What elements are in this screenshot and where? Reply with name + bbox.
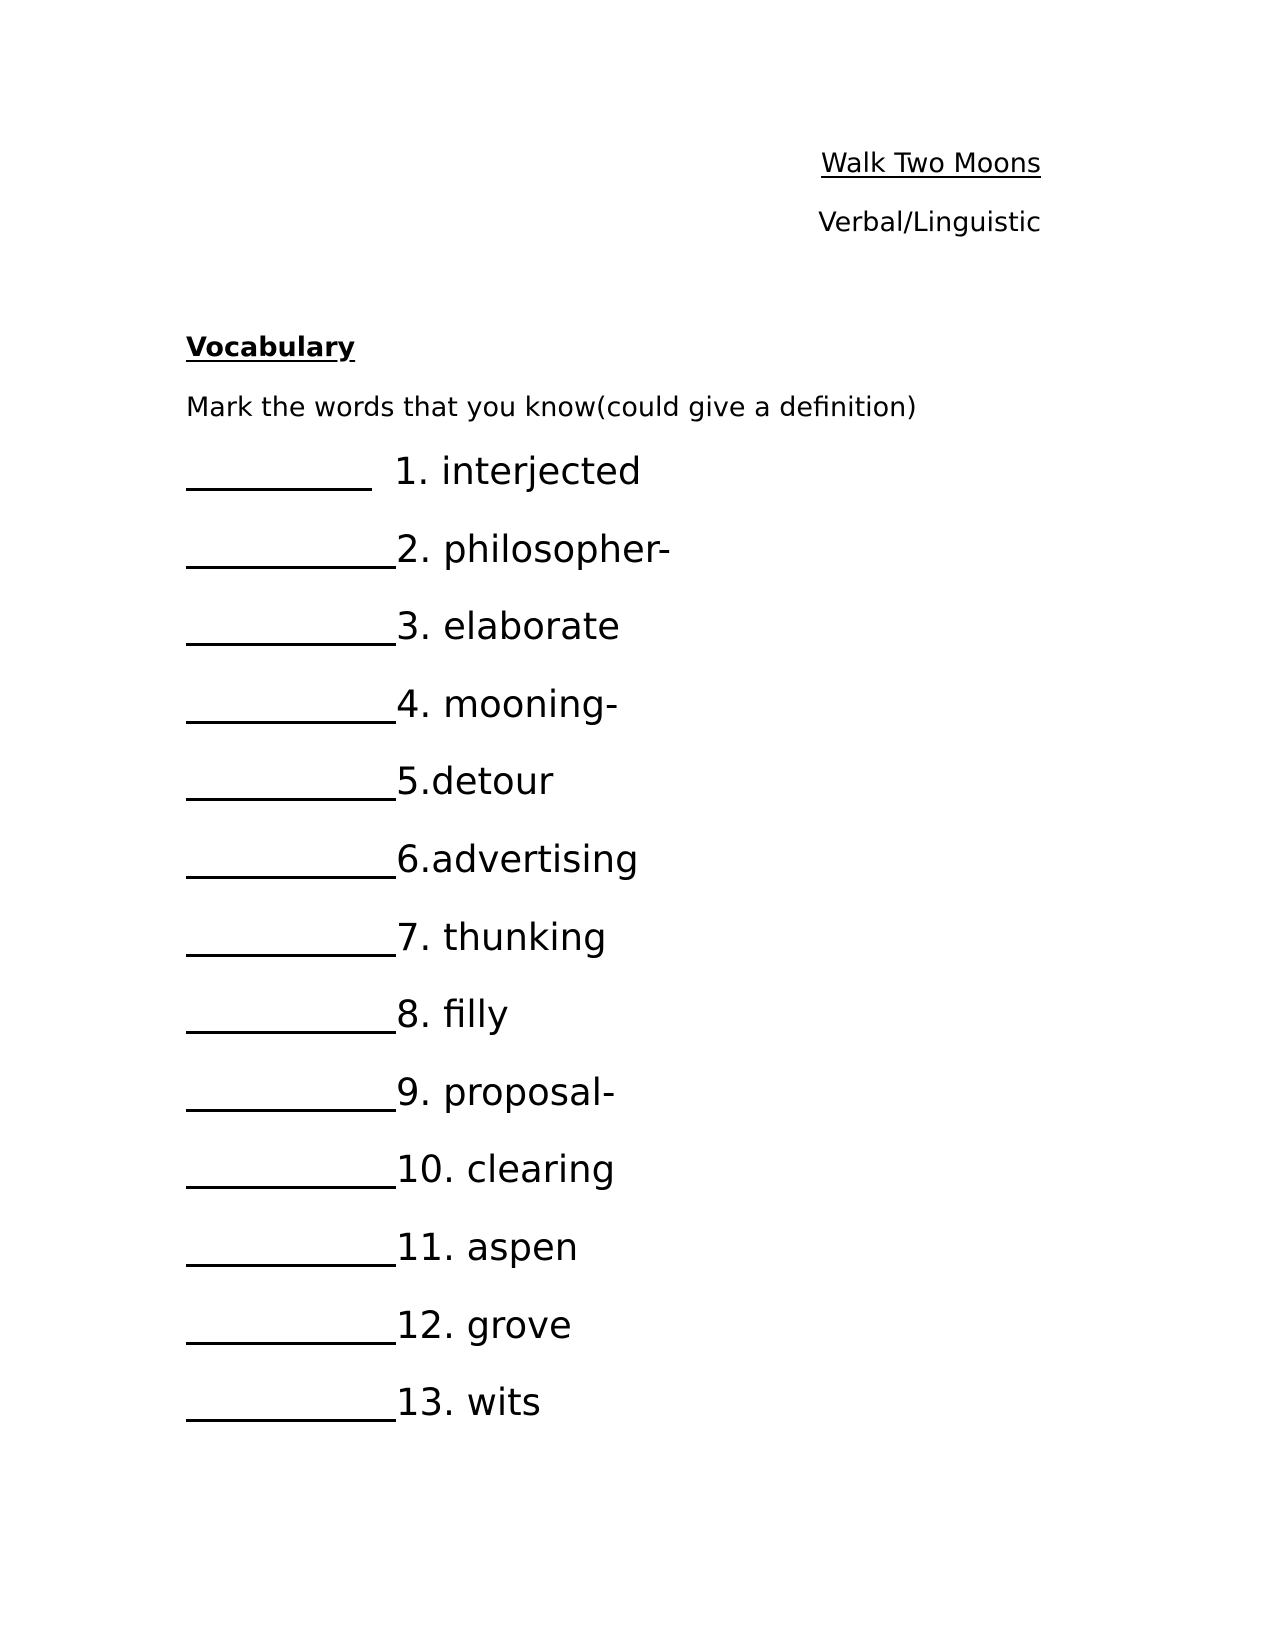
vocab-word: 12. grove: [396, 1303, 572, 1347]
vocab-item: [186, 452, 671, 530]
vocab-item: [186, 1070, 671, 1151]
vocab-item: [186, 1303, 671, 1384]
vocab-word: 3. elaborate: [396, 605, 621, 649]
instructions-text: Mark the words that you know(could give a definition): [186, 392, 917, 423]
vocab-word: 1. interjected: [394, 450, 642, 493]
vocab-word: 8. filly: [396, 993, 509, 1037]
document-subtitle: Verbal/Linguistic: [818, 207, 1041, 238]
document-title: Walk Two Moons: [821, 148, 1041, 179]
vocab-word: 13. wits: [396, 1381, 541, 1425]
vocab-word: 4. mooning-: [396, 682, 619, 726]
answer-blank[interactable]: [186, 1383, 396, 1422]
answer-blank[interactable]: [186, 1150, 396, 1189]
vocab-item: [186, 682, 671, 763]
section-heading: Vocabulary: [186, 332, 356, 363]
answer-blank[interactable]: [186, 1228, 396, 1267]
answer-blank[interactable]: [186, 995, 396, 1034]
answer-blank[interactable]: [186, 762, 396, 801]
vocab-word: 5.detour: [396, 760, 554, 804]
vocab-item: [186, 762, 671, 840]
vocab-word: 2. philosopher-: [396, 527, 672, 571]
answer-blank[interactable]: [186, 685, 396, 724]
vocab-word: 6.advertising: [396, 837, 639, 881]
answer-blank[interactable]: [186, 1306, 396, 1345]
vocab-item: [186, 995, 671, 1073]
answer-blank[interactable]: [186, 918, 396, 957]
vocab-word: 7. thunking: [396, 915, 607, 959]
vocab-item: [186, 837, 671, 918]
vocab-item: [186, 915, 671, 996]
answer-blank[interactable]: [186, 530, 396, 569]
vocab-word: 11. aspen: [396, 1225, 579, 1269]
vocab-word: 9. proposal-: [396, 1070, 616, 1114]
vocab-word: 10. clearing: [396, 1148, 616, 1192]
answer-blank[interactable]: [186, 452, 372, 491]
vocab-item: [186, 607, 671, 685]
vocab-item: [186, 1383, 671, 1461]
answer-blank[interactable]: [186, 1073, 396, 1112]
vocab-item: [186, 527, 672, 608]
vocabulary-list: [186, 452, 671, 1461]
answer-blank[interactable]: [186, 840, 396, 879]
vocab-item: [186, 1150, 671, 1228]
answer-blank[interactable]: [186, 607, 396, 646]
vocab-item: [186, 1225, 671, 1306]
